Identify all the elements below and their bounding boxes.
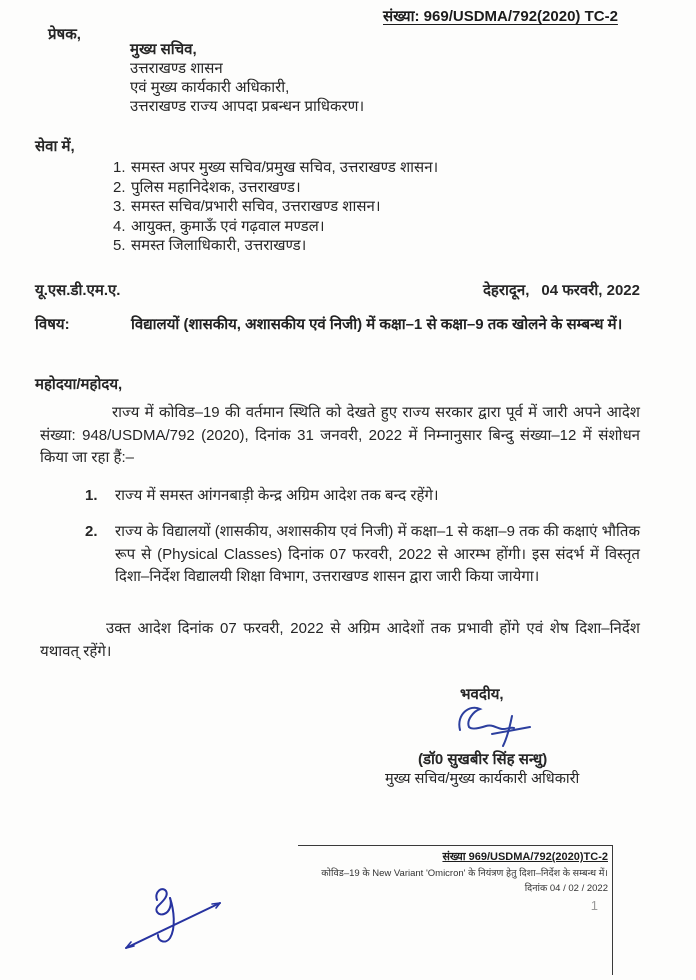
meta-row: [35, 280, 640, 300]
salutation: महोदया/महोदय,: [35, 376, 123, 393]
place-date: [483, 280, 640, 300]
recipient-text: समस्त सचिव/प्रभारी सचिव, उत्तराखण्ड शासन।: [131, 198, 381, 215]
body-paragraph: राज्य में कोविड–19 की वर्तमान स्थिति को देखते हुए राज्य सरकार द्वारा पूर्व में जारी अपने आदेश संख्या: 948/USDMA/792 (2020), दिनांक 31 जनवरी, 2022 में निम्नानुसार बिन्दु संख्या–12 में संशोधन किया जा रहा हैं:–: [40, 404, 640, 466]
recipient-item: [113, 197, 438, 217]
recipient-number: 2.: [113, 178, 126, 196]
sender-label: प्रेषक,: [48, 26, 81, 43]
recipients-label: सेवा में,: [35, 138, 75, 155]
recipient-item: [113, 178, 438, 198]
letter-date: 04 फरवरी, 2022: [541, 282, 640, 299]
signatory-title: मुख्य सचिव/मुख्य कार्यकारी अधिकारी: [385, 771, 580, 787]
sender-line: उत्तराखण्ड राज्य आपदा प्रबन्धन प्राधिकरण।: [130, 98, 365, 115]
recipients-list: [113, 158, 438, 256]
order-point: [85, 521, 640, 589]
sender-block: [130, 40, 364, 116]
signatory-name: (डॉ0 सुखबीर सिंह सन्धु): [418, 751, 548, 768]
footer-subject: कोविड–19 के New Variant 'Omicron' के नियंत्रण हेतु दिशा–निर्देश के सम्बन्ध में।: [321, 868, 608, 879]
reference-number: संख्या: 969/USDMA/792(2020) TC-2: [383, 8, 618, 25]
recipient-number: 3.: [113, 198, 126, 215]
sender-line: उत्तराखण्ड शासन: [130, 60, 223, 77]
recipient-text: पुलिस महानिदेशक, उत्तराखण्ड।: [131, 178, 301, 196]
valediction: भवदीय,: [460, 686, 504, 703]
recipient-number: 1.: [113, 159, 126, 176]
point-text: राज्य में समस्त आंगनबाड़ी केन्द्र अग्रिम आदेश तक बन्द रहेंगे।: [115, 487, 439, 504]
closing-paragraph: उक्त आदेश दिनांक 07 फरवरी, 2022 से अग्रिम आदेशों तक प्रभावी होंगे एवं शेष दिशा–निर्देश यथावत् रहेंगे।: [40, 620, 640, 660]
subject-label: विषय:: [35, 316, 70, 333]
recipient-item: [113, 217, 438, 237]
sender-line: एवं मुख्य कार्यकारी अधिकारी,: [130, 79, 290, 96]
place: देहरादून,: [482, 282, 530, 299]
footer-box: [298, 845, 613, 975]
recipient-number: 4.: [113, 217, 126, 235]
recipient-text: आयुक्त, कुमाऊँ एवं गढ़वाल मण्डल।: [131, 217, 325, 235]
ink-scribble-icon: [112, 870, 237, 970]
subject-row: [35, 314, 645, 336]
recipient-text: समस्त जिलाधिकारी, उत्तराखण्ड।: [131, 237, 307, 254]
recipient-item: [113, 236, 438, 256]
sender-line: मुख्य सचिव,: [130, 41, 197, 58]
recipient-item: [113, 158, 438, 178]
office-abbreviation: यू.एस.डी.एम.ए.: [35, 282, 121, 299]
point-number: 2.: [85, 523, 98, 540]
signature-ink-icon: [448, 700, 543, 755]
order-point: [85, 485, 640, 508]
subject-text: विद्यालयों (शासकीय, अशासकीय एवं निजी) में कक्षा–1 से कक्षा–9 तक खोलने के सम्बन्ध में।: [131, 316, 623, 333]
point-text: राज्य के विद्यालयों (शासकीय, अशासकीय एवं निजी) में कक्षा–1 से कक्षा–9 तक की कक्षाएं भौतिक रूप से (Physical Classes) दिनांक 07 फरवरी, 2022 से आरम्भ होंगी। इस संदर्भ में विस्तृत दिशा–निर्देश विद्यालयी शिक्षा विभाग, उत्तराखण्ड शासन द्वारा जारी किया जायेगा।: [115, 523, 640, 585]
footer-reference: संख्या 969/USDMA/792(2020)TC-2: [442, 851, 608, 863]
footer-date: दिनांक 04 / 02 / 2022: [524, 883, 608, 894]
page-number: 1: [590, 898, 598, 913]
point-number: 1.: [85, 487, 98, 504]
recipient-text: समस्त अपर मुख्य सचिव/प्रमुख सचिव, उत्तराखण्ड शासन।: [131, 159, 439, 176]
recipient-number: 5.: [113, 237, 126, 254]
